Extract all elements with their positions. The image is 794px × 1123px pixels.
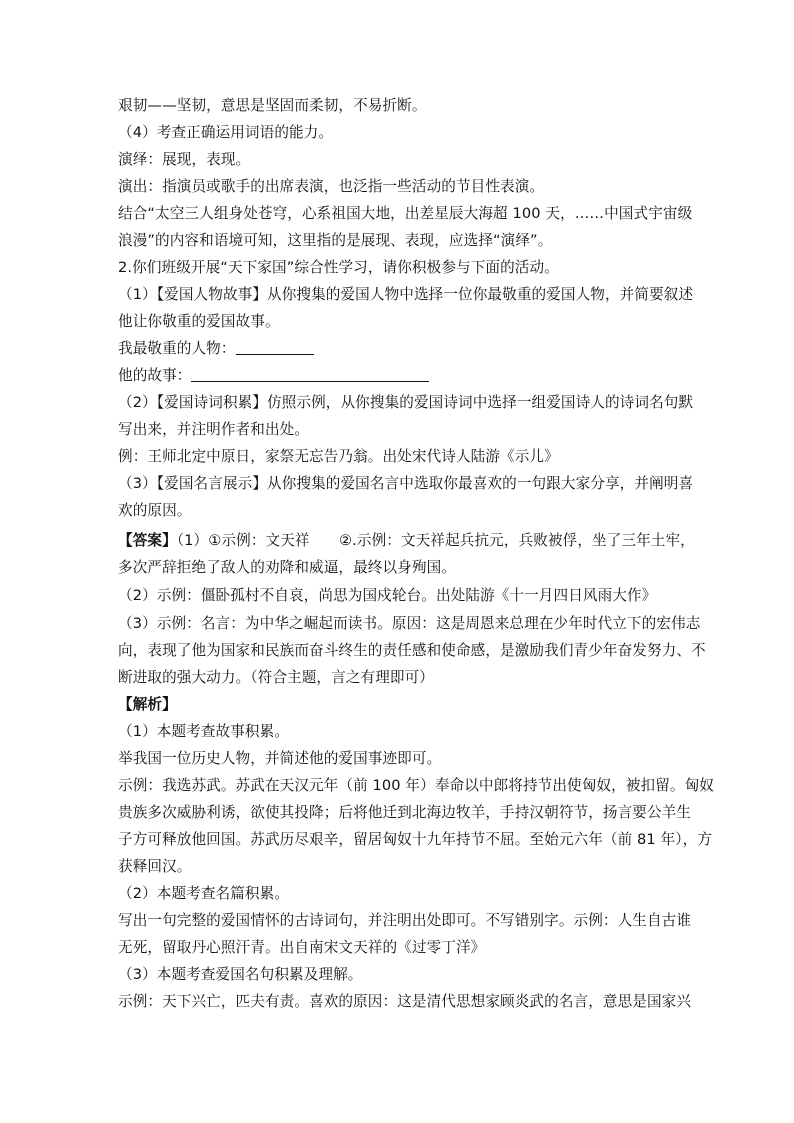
text-line: 演出：指演员或歌手的出席表演，也泛指一些活动的节目性表演。	[118, 178, 545, 195]
analysis-label: 【解析】	[118, 696, 177, 713]
text-line: （2）示例：僵卧孤村不自哀，尚思为国戍轮台。出处陆游《十一月四日风雨大作》	[118, 587, 657, 604]
text-line: 艰韧——坚韧，意思是坚固而柔韧，不易折断。	[118, 97, 427, 114]
text-line: （4）考查正确运用词语的能力。	[118, 124, 334, 141]
text-line: 示例：天下兴亡，匹夫有责。喜欢的原因：这是清代思想家顾炎武的名言，意思是国家兴	[118, 993, 692, 1010]
text-line: （1）【爱国人物故事】从你搜集的爱国人物中选择一位你最敬重的爱国人物，并简要叙述	[118, 286, 694, 303]
story-prompt-label: 他的故事：	[118, 367, 192, 384]
text-line: 结合“太空三人组身处苍穹，心系祖国大地，出差星辰大海超 100 天，……中国式宇宙级	[118, 205, 693, 222]
text-line: （2）本题考查名篇积累。	[118, 885, 290, 902]
text-line: （2）【爱国诗词积累】仿照示例，从你搜集的爱国诗词中选择一组爱国诗人的诗词名句默	[118, 394, 694, 411]
person-prompt-label: 我最敬重的人物：	[118, 340, 236, 357]
answer-line	[118, 531, 695, 551]
text-line: 获释回汉。	[118, 858, 192, 875]
text-line: 写出来，并注明作者和出处。	[118, 421, 310, 438]
answer-label: 【答案】	[118, 532, 177, 549]
text-line: （3）本题考查爱国名句积累及理解。	[118, 966, 363, 983]
text-line: （3）示例：名言：为中华之崛起而读书。原因：这是周恩来总理在少年时代立下的宏伟志	[118, 615, 701, 632]
text-line: （3）【爱国名言展示】从你搜集的爱国名言中选取你最喜欢的一句跟大家分享，并阐明喜	[118, 475, 694, 492]
text-line: 例：王师北定中原日，家祭无忘告乃翁。出处宋代诗人陆游《示儿》	[118, 448, 559, 465]
text-line: 子方可释放他回国。苏武历尽艰辛，留居匈奴十九年持节不屈。至始元六年（前 81 年），方	[118, 831, 713, 848]
story-answer-blank	[191, 367, 429, 382]
text-line: 无死，留取丹心照汗青。出自南宋文天祥的《过零丁洋》	[118, 939, 486, 956]
answer-text: （1）①示例：文天祥 ②.示例：文天祥起兵抗元，兵败被俘，坐了三年土牢，	[176, 532, 695, 549]
text-line: 演绎：展现，表现。	[118, 151, 251, 168]
text-line: 贵族多次威胁利诱，欲使其投降；后将他迁到北海边牧羊，手持汉朝符节，扬言要公羊生	[118, 804, 692, 821]
text-line: 多次严辞拒绝了敌人的劝降和威逼，最终以身殉国。	[118, 559, 456, 576]
text-line: 向，表现了他为国家和民族而奋斗终生的责任感和使命感，是激励我们青少年奋发努力、不	[118, 642, 706, 659]
text-line: （1）本题考查故事积累。	[118, 723, 290, 740]
text-line: 他让你敬重的爱国故事。	[118, 313, 280, 330]
text-line: 举我国一位历史人物，并简述他的爱国事迹即可。	[118, 750, 442, 767]
question-2-title: 2.你们班级开展“天下家国”综合性学习，请你积极参与下面的活动。	[118, 259, 559, 276]
text-line: 示例：我选苏武。苏武在天汉元年（前 100 年）奉命以中郎将持节出使匈奴，被扣留。匈奴	[118, 777, 714, 794]
person-answer-blank	[236, 340, 314, 355]
text-line: 写出一句完整的爱国情怀的古诗词句，并注明出处即可。不写错别字。示例：人生自古谁	[118, 912, 692, 929]
text-line: 断进取的强大动力。（符合主题，言之有理即可）	[118, 669, 434, 686]
story-prompt-line	[118, 366, 688, 386]
text-line: 浪漫”的内容和语境可知，这里指的是展现、表现，应选择“演绎”。	[118, 232, 553, 249]
text-line: 欢的原因。	[118, 502, 192, 519]
person-prompt-line	[118, 339, 688, 359]
